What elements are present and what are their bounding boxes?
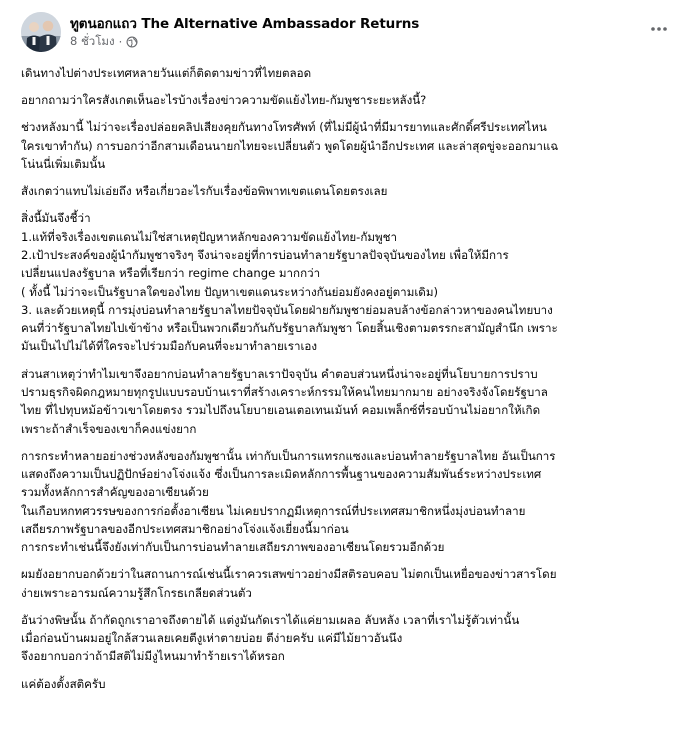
post-paragraph-2: อยากถามว่าใครสังเกตเห็นอะไรบ้างเรื่องข่าวความขัดแย้งไทย-กัมพูชาระยะหลังนี้? — [21, 93, 427, 108]
post-paragraph-9: อันว่างพิษนั้น ถ้ากัดถูกเราอาจถึงตายได้ แต่งูมันกัดเราได้แค่ยามเผลอ ลับหลัง เวลาที่เราไม่รู้ตัวเท่านั้น เมื่อก่อนบ้านผมอยู่ใกล้สวนเลยเคยตีงูเห่าตายบ่อย ตีง่ายครับ แค่มีไม้ยาวอันนึง จึงอยากบอกว่าถ้ามีสติไม่มีงูไหนมาทำร้ายเราได้หรอก — [21, 612, 520, 664]
post-header — [0, 0, 691, 60]
more-horizontal-icon — [650, 26, 668, 32]
post-paragraph-8: ผมยังอยากบอกด้วยว่าในสถานการณ์เช่นนี้เราควรเสพข่าวอย่างมีสติรอบคอบ ไม่ตกเป็นเหยื่อของข่าวสารโดย ง่ายเพราะอารมณ์ความรู้สึกโกรธเกลียดส่วนตัว — [21, 567, 557, 600]
post-paragraph-5: สิ่งนี้มันจึงชี้ว่า 1.แท้ที่จริงเรื่องเขตแดนไม่ใช่สาเหตุปัญหาหลักของความขัดแย้งไทย-กัมพูชา 2.เป้าประสงค์ของผู้นำกัมพูชาจริงๆ จึงน่าจะอยู่ที่การบ่อนทำลายรัฐบาลปัจจุบันของไทย เพื่อให้มีการ เปลี่ยนแปลงรัฐบาล หรือที่เรียกว่า regime change มากกว่า ( ทั้งนี้ ไม่ว่าจะเป็นรัฐบาลใดของไทย ปัญหาเขตแดนระหว่างกันย่อมยังคงอยู่ตามเดิม) 3. และด้วยเหตุนี้ การมุ่งบ่อนทำลายรัฐบาลไทยปัจจุบันโดยฝ่ายกัมพูชาย่อมลบล้างข้อกล่าวหาของคนไทยบาง คนที่ว่ารัฐบาลไทยไปเข้าข้าง หรือเป็นพวกเดียวกันกับรัฐบาลกัมพูชา โดยสิ้นเชิงตามตรรกะสามัญสำนึก เพราะ มันเป็นไปไม่ได้ที่ใครจะไปร่วมมือกับคนที่จะมาทำลายเราเอง — [21, 211, 558, 354]
meta-separator: · — [118, 35, 123, 49]
globe-icon[interactable] — [126, 36, 138, 48]
post-timestamp[interactable]: 8 ชั่วโมง — [70, 34, 115, 48]
post-meta — [70, 33, 138, 51]
avatar-image — [21, 12, 61, 52]
page-name-link[interactable]: ทูตนอกแถว The Alternative Ambassador Returns — [70, 16, 420, 32]
avatar[interactable] — [21, 12, 61, 52]
post-paragraph-6: ส่วนสาเหตุว่าทำไมเขาจึงอยากบ่อนทำลายรัฐบาลเราปัจจุบัน คำตอบส่วนหนึ่งน่าจะอยู่ที่นโยบายการปราบ ปรามธุรกิจผิดกฎหมายทุกรูปแบบรอบบ้านเราที่สร้างเคราะห์กรรมให้คนไทยมากมาย อย่างจริงจังโดยรัฐบาล ไทย ที่ไปทุบหม้อข้าวเขาโดยตรง รวมไปถึงนโยบายเอนเตอเทนเม้นท์ คอมเพล็กซ์ที่รอบบ้านไม่อยากให้เกิด เพราะถ้าสำเร็จของเขาก็คงแข่งยาก — [21, 366, 548, 436]
post-paragraph-4: สังเกตว่าแทบไม่เอ่ยถึง หรือเกี่ยวอะไรกับเรื่องข้อพิพาทเขตแดนโดยตรงเลย — [21, 184, 388, 199]
post-paragraph-1: เดินทางไปต่างประเทศหลายวันแต่ก็ติดตามข่าวที่ไทยตลอด — [21, 66, 312, 80]
post-paragraph-7: การกระทำหลายอย่างช่วงหลังของกัมพูชานั้น เท่ากับเป็นการแทรกแซงและบ่อนทำลายรัฐบาลไทย อันเป็นการ แสดงถึงความเป็นปฏิปักษ์อย่างโจ่งแจ้ง ซึ่งเป็นการละเมิดหลักการพื้นฐานของความสัมพันธ์ระหว่างประเทศ รวมทั้งหลักการสำคัญของอาเซียนด้วย ในเกือบหกทศวรรษของการก่อตั้งอาเซียน ไม่เคยปรากฏมีเหตุการณ์ที่ประเทศสมาชิกหนึ่งมุ่งบ่อนทำลาย เสถียรภาพรัฐบาลของอีกประเทศสมาชิกอย่างโจ่งแจ้งเยี่ยงนี้มาก่อน การกระทำเช่นนี้จึงยังเท่ากับเป็นการบ่อนทำลายเสถียรภาพของอาเซียนโดยรวมอีกด้วย — [21, 448, 556, 555]
post-paragraph-10: แค่ต้องตั้งสติครับ — [21, 676, 106, 691]
post-paragraph-3: ช่วงหลังมานี้ ไม่ว่าจะเรื่องปล่อยคลิปเสียงคุยกันทางโทรศัพท์ (ที่ไม่มีผู้นำที่มีมารยาทและศักดิ์ศรีประเทศไหน ใครเขาทำกัน) การบอกว่าอีกสามเดือนนายกไทยจะเปลี่ยนตัว พูดโดยผู้นำอีกประเทศ และล่าสุดขู่จะออกมาแฉ โน่นนี่เพิ่มเติมนั้น — [21, 120, 559, 171]
more-options-button[interactable] — [645, 18, 673, 40]
post-body — [21, 64, 676, 702]
